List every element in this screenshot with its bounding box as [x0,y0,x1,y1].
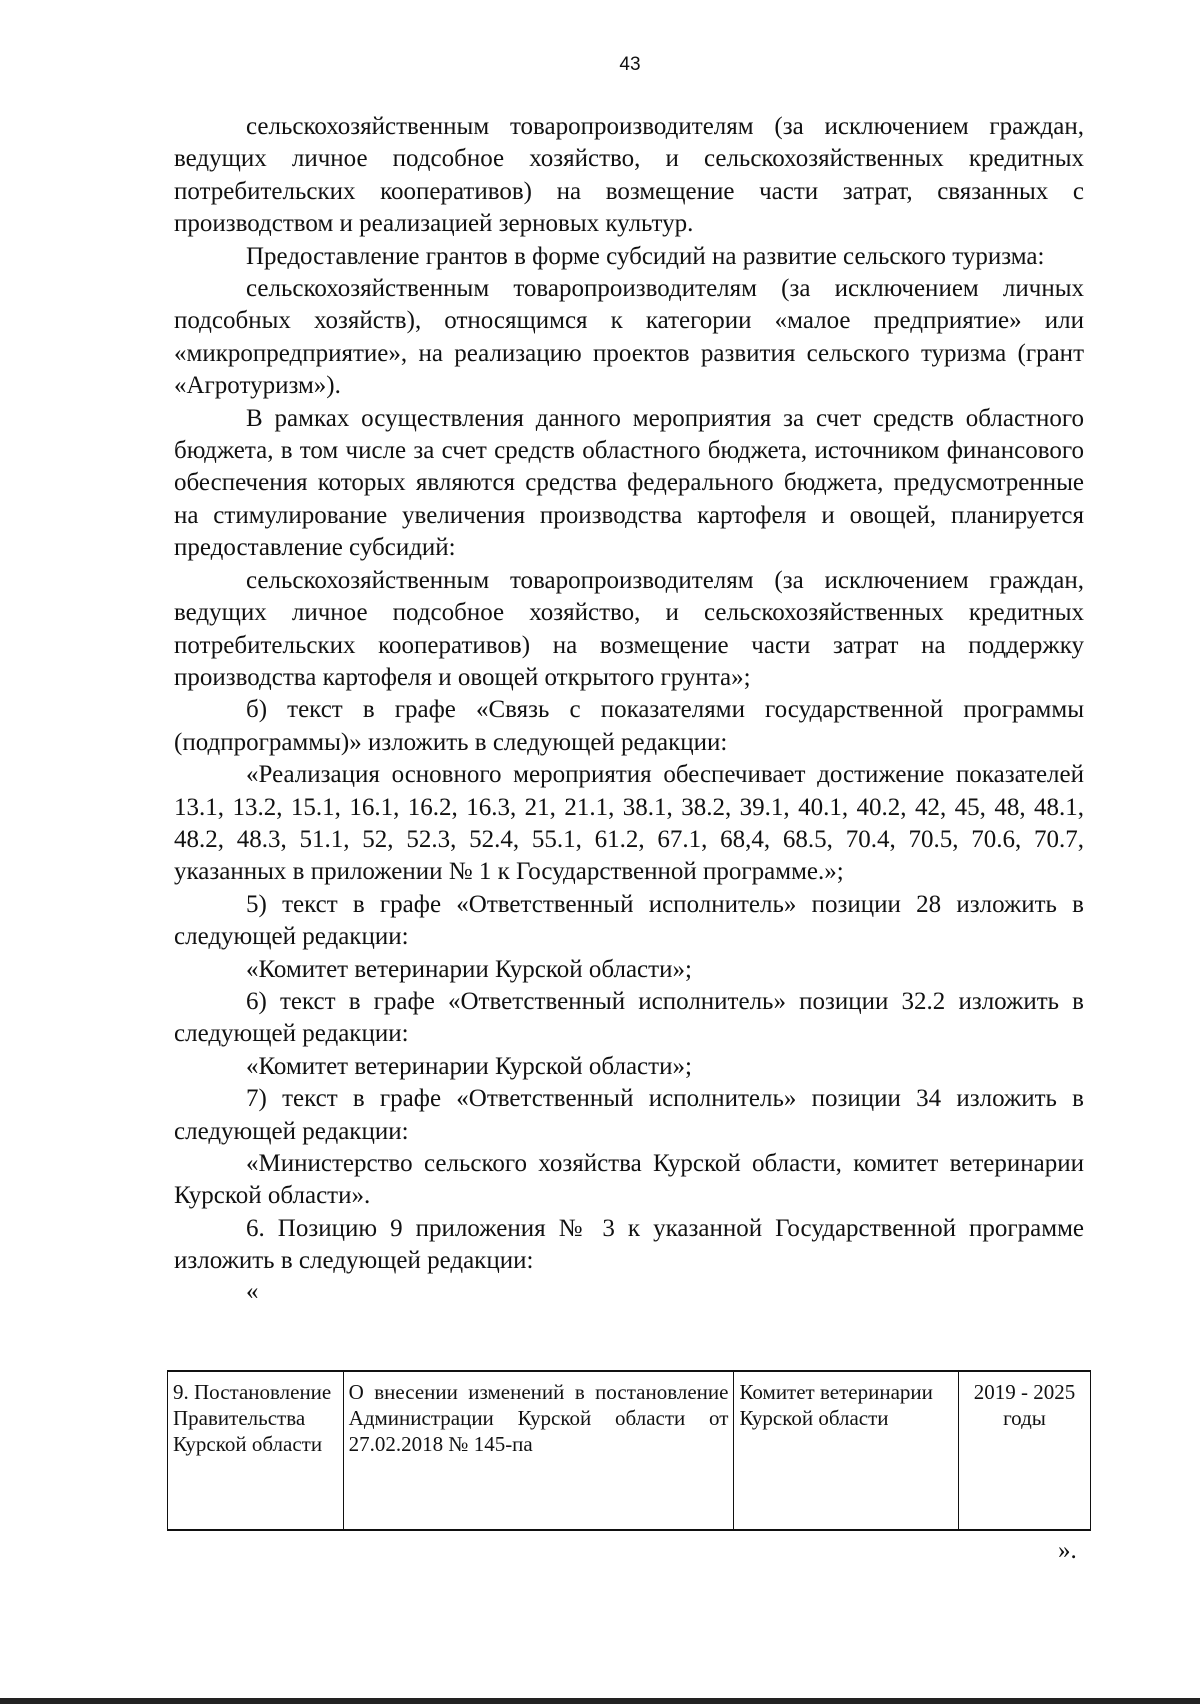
paragraph: 6. Позицию 9 приложения № 3 к указанной Государственной программе изложить в следующей редакции: [174,1214,1084,1275]
cell-years: 2019 - 2025 годы [958,1371,1090,1530]
paragraph: 7) текст в графе «Ответственный исполнитель» позиции 34 изложить в следующей редакции: [174,1085,1084,1145]
paragraph: «Комитет ветеринарии Курской области»; [246,1052,692,1080]
paragraph: сельскохозяйственным товаропроизводителям (за исключением граждан, ведущих личное подсобное хозяйство, и сельскохозяйственных кредитных потребительских кооперативов) на возмещение части затрат, связанных с производством и реализацией зерновых культур. [174,113,1084,238]
paragraph: 6) текст в графе «Ответственный исполнитель» позиции 32.2 изложить в следующей редакции: [174,987,1084,1048]
paragraph: В рамках осуществления данного мероприятия за счет средств областного бюджета, в том числе за счет средств областного бюджета, источником финансового обеспечения которых являются средства федерального бюджета, предусмотренные на стимулирование увеличения производства картофеля и овощей, планируется предоставление субсидий: [174,404,1084,562]
paragraph: 5) текст в графе «Ответственный исполнитель» позиции 28 изложить в следующей редакции: [174,890,1084,951]
cell-document: 9. Постановление Правительства Курской области [168,1371,344,1530]
paragraph: «Комитет ветеринарии Курской области»; [246,955,692,983]
paragraph: б) текст в графе «Связь с показателями государственной программы (подпрограммы)» изложить в следующей редакции: [174,696,1084,756]
paragraph: Предоставление грантов в форме субсидий на развитие сельского туризма: [246,242,1045,270]
paragraph: сельскохозяйственным товаропроизводителям (за исключением граждан, ведущих личное подсобное хозяйство, и сельскохозяйственных кредитных потребительских кооперативов) на возмещение части затрат на поддержку производства картофеля и овощей открытого грунта»; [174,566,1084,691]
close-quote: ». [1058,1537,1077,1564]
open-quote: « [246,1277,259,1305]
scan-edge-line [0,1698,1200,1704]
position-table [167,1370,1091,1531]
table-row [168,1371,1091,1530]
page-number: 43 [619,54,641,75]
paragraph: «Министерство сельского хозяйства Курской области, комитет ветеринарии Курской области». [174,1150,1084,1210]
cell-executor: Комитет ветеринарии Курской области [734,1371,959,1530]
paragraph: сельскохозяйственным товаропроизводителям (за исключением личных подсобных хозяйств), относящимся к категории «малое предприятие» или «микропредприятие», на реализацию проектов развития сельского туризма (грант «Агротуризм»). [174,275,1084,400]
cell-title: О внесении изменений в постановление Администрации Курской области от 27.02.2018 № 145-па [343,1371,734,1530]
document-body [174,111,1084,1304]
paragraph: «Реализация основного мероприятия обеспечивает достижение показателей 13.1, 13.2, 15.1, 16.1, 16.2, 16.3, 21, 21.1, 38.1, 38.2, 39.1, 40.1, 40.2, 42, 45, 48, 48.1, 48.2, 48.3, 51.1, 52, 52.3, 52.4, 55.1, 61.2, 67.1, 68,4, 68.5, 70.4, 70.5, 70.6, 70.7, указанных в приложении № 1 к Государственной программе.»; [174,761,1084,886]
